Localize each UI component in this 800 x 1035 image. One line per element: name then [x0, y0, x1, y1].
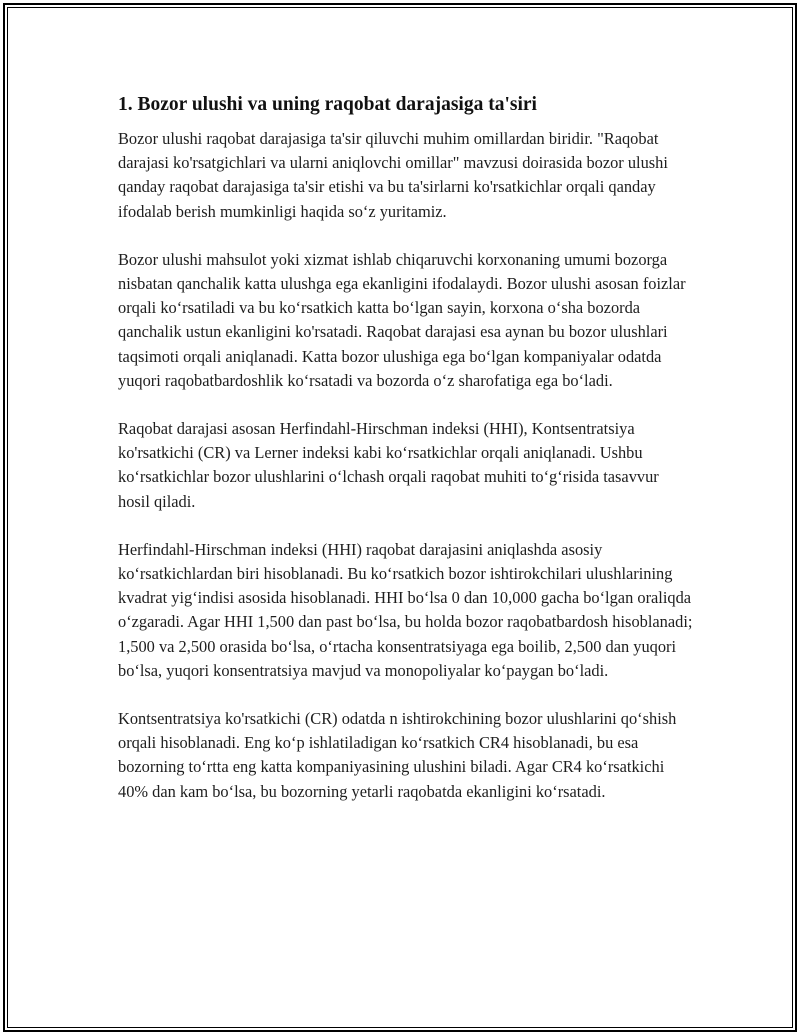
paragraph-1: Bozor ulushi raqobat darajasiga ta'sir qiluvchi muhim omillardan biridir. "Raqobat darajasi ko'rsatgichlari va ularni aniqlovchi omillar" mavzusi doirasida bozor ulushi qanday raqobat darajasiga ta'sir etishi va bu ta'sirlarni ko'rsatkichlar orqali qanday ifodalab berish mumkinligi haqida so‘z yuritamiz.: [118, 129, 668, 221]
document-body: [118, 92, 693, 828]
paragraph-3: Raqobat darajasi asosan Herfindahl-Hirschman indeksi (HHI), Kontsentratsiya ko'rsatkichi (CR) va Lerner indeksi kabi ko‘rsatkichlar orqali aniqlanadi. Ushbu ko‘rsatkichlar bozor ulushlarini o‘lchash orqali raqobat muhiti to‘g‘risida tasavvur hosil qiladi.: [118, 419, 659, 511]
paragraph-4: Herfindahl-Hirschman indeksi (HHI) raqobat darajasini aniqlashda asosiy ko‘rsatkichlardan biri hisoblanadi. Bu ko‘rsatkich bozor ishtirokchilari ulushlarining kvadrat yig‘indisi asosida hisoblanadi. HHI bo‘lsa 0 dan 10,000 gacha bo‘lgan oraliqda o‘zgaradi. Agar HHI 1,500 dan past bo‘lsa, bu holda bozor raqobatbardosh hisoblanadi; 1,500 va 2,500 orasida bo‘lsa, o‘rtacha konsentratsiyaga ega boilib, 2,500 dan yuqori bo‘lsa, yuqori konsentratsiya mavjud va monopoliyalar ko‘paygan bo‘ladi.: [118, 539, 693, 680]
paragraph-2: Bozor ulushi mahsulot yoki xizmat ishlab chiqaruvchi korxonaning umumi bozorga nisbatan qanchalik katta ulushga ega ekanligini ifodalaydi. Bozor ulushi asosan foizlar orqali ko‘rsatiladi va bu ko‘rsatkich katta bo‘lgan sayin, korxona o‘sha bozorda qanchalik ustun ekanligini ko'rsatadi. Raqobat darajasi esa aynan bu bozor ulushlari taqsimoti orqali aniqlanadi. Katta bozor ulushiga ega bo‘lgan kompaniyalar odatda yuqori raqobatbardoshlik ko‘rsatadi va bozorda o‘z sharofatiga ega bo‘ladi.: [118, 249, 686, 390]
paragraph-5: Kontsentratsiya ko'rsatkichi (CR) odatda n ishtirokchining bozor ulushlarini qo‘shish orqali hisoblanadi. Eng ko‘p ishlatiladigan ko‘rsatkich CR4 hisoblanadi, bu esa bozorning to‘rtta eng katta kompaniyasining ulushini biladi. Agar CR4 ko‘rsatkichi 40% dan kam bo‘lsa, bu bozorning yetarli raqobatda ekanligini ko‘rsatadi.: [118, 709, 677, 801]
section-title: 1. Bozor ulushi va uning raqobat darajasiga ta'siri: [118, 94, 537, 115]
